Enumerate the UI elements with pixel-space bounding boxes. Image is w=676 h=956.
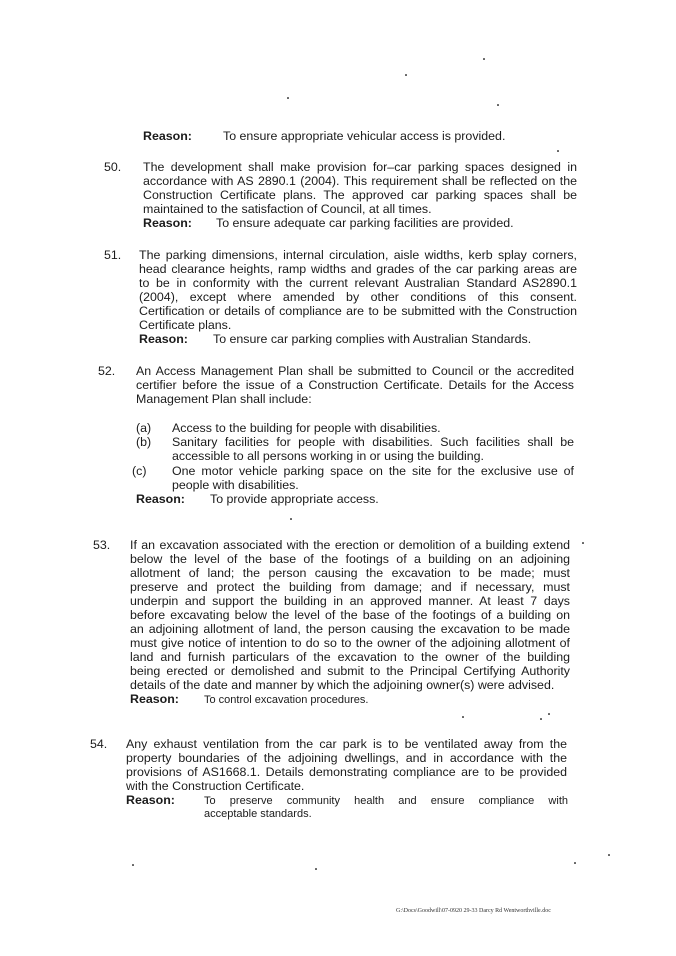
- condition-line: The parking dimensions, internal circulation, aisle widths, kerb splay corners,: [139, 248, 577, 262]
- reason-text: To preserve community health and ensure compliance with: [204, 795, 568, 807]
- condition-line: details of the date and manner by which the adjoining owner(s) were advised.: [130, 678, 555, 692]
- condition-line: Management Plan shall include:: [136, 392, 312, 406]
- item-line: accessible to all persons working in or using the building.: [172, 449, 485, 463]
- condition-line: If an excavation associated with the erection or demolition of a building extend: [130, 538, 570, 552]
- condition-line: Certification or details of compliance are to be submitted with the Construction: [139, 304, 577, 318]
- scan-speck: [462, 716, 464, 718]
- condition-number: 54.: [90, 737, 108, 751]
- condition-number: 50.: [104, 160, 122, 174]
- condition-line: underpin and support the building in an approved manner. At least 7 days: [130, 594, 570, 608]
- item-label: (b): [136, 435, 152, 449]
- condition-line: (2004), except where amended by other conditions of this consent.: [139, 290, 577, 304]
- scan-speck: [290, 518, 292, 520]
- item-line: Access to the building for people with disabilities.: [172, 421, 441, 435]
- condition-line: an adjoining allotment of land, the person causing the excavation to be made: [130, 622, 570, 636]
- reason-label: Reason:: [139, 332, 188, 346]
- condition-line: Certificate plans.: [139, 318, 232, 332]
- item-label: (a): [136, 421, 152, 435]
- scan-speck: [608, 854, 610, 856]
- condition-line: accordance with AS 2890.1 (2004). This requirement shall be reflected on the: [143, 174, 577, 188]
- condition-line: An Access Management Plan shall be submitted to Council or the accredited: [136, 364, 574, 378]
- scan-speck: [557, 150, 559, 152]
- condition-line: The development shall make provision for–car parking spaces designed in: [143, 160, 577, 174]
- condition-line: land and furnish particulars of the excavation to the owner of the building: [130, 650, 570, 664]
- item-line: people with disabilities.: [172, 478, 299, 492]
- item-label: (c): [132, 464, 147, 478]
- condition-number: 51.: [104, 248, 122, 262]
- reason-text: To ensure adequate car parking facilities are provided.: [216, 216, 514, 230]
- condition-line: certifier before the issue of a Construction Certificate. Details for the Access: [136, 378, 574, 392]
- condition-line: before excavating below the level of the base of the footings of a building on: [130, 608, 570, 622]
- scan-speck: [540, 718, 542, 720]
- reason-text: To provide appropriate access.: [210, 492, 379, 506]
- reason-label: Reason:: [126, 793, 175, 807]
- scan-speck: [132, 864, 134, 866]
- reason-text: To ensure appropriate vehicular access is provided.: [223, 129, 506, 143]
- condition-line: Any exhaust ventilation from the car park is to be ventilated away from the: [126, 737, 567, 751]
- file-path-footer: G:\Docs\Goodwill\07-0920 29-33 Darcy Rd Wentworthville.doc: [396, 908, 551, 914]
- reason-text: To ensure car parking complies with Australian Standards.: [213, 332, 532, 346]
- scan-speck: [497, 104, 499, 106]
- item-line: One motor vehicle parking space on the site for the exclusive use of: [172, 464, 574, 478]
- scan-speck: [483, 58, 485, 60]
- condition-line: to be in conformity with the current relevant Australian Standard AS2890.1: [139, 276, 577, 290]
- condition-number: 53.: [93, 538, 111, 552]
- reason-label: Reason:: [136, 492, 185, 506]
- scan-speck: [405, 74, 407, 76]
- condition-line: provisions of AS1668.1. Details demonstrating compliance are to be provided: [126, 765, 567, 779]
- condition-line: preserve and protect the building from damage; and if necessary, must: [130, 580, 570, 594]
- reason-label: Reason:: [143, 216, 192, 230]
- condition-line: allotment of land; the person causing the excavation to be made; must: [130, 566, 570, 580]
- condition-line: below the level of the base of the footings of a building on an adjoining: [130, 552, 570, 566]
- condition-line: Construction Certificate plans. The approved car parking spaces shall be: [143, 188, 577, 202]
- scan-speck: [287, 97, 289, 99]
- reason-label: Reason:: [143, 129, 192, 143]
- condition-number: 52.: [98, 364, 116, 378]
- condition-line: head clearance heights, ramp widths and grades of the car parking areas are: [139, 262, 577, 276]
- scan-speck: [574, 862, 576, 864]
- condition-line: maintained to the satisfaction of Council, at all times.: [143, 202, 432, 216]
- reason-label: Reason:: [130, 692, 179, 706]
- item-line: Sanitary facilities for people with disabilities. Such facilities shall be: [172, 435, 574, 449]
- reason-text: acceptable standards.: [204, 808, 312, 820]
- condition-line: being erected or demolished and submit to the Principal Certifying Authority: [130, 664, 570, 678]
- condition-line: property boundaries of the adjoining dwellings, and in accordance with the: [126, 751, 567, 765]
- scan-speck: [548, 713, 550, 715]
- reason-text: To control excavation procedures.: [204, 694, 369, 706]
- condition-line: must give notice of intention to do so to the owner of the adjoining allotment of: [130, 636, 570, 650]
- scan-speck: [582, 542, 584, 544]
- scan-speck: [315, 868, 317, 870]
- condition-line: with the Construction Certificate.: [126, 779, 305, 793]
